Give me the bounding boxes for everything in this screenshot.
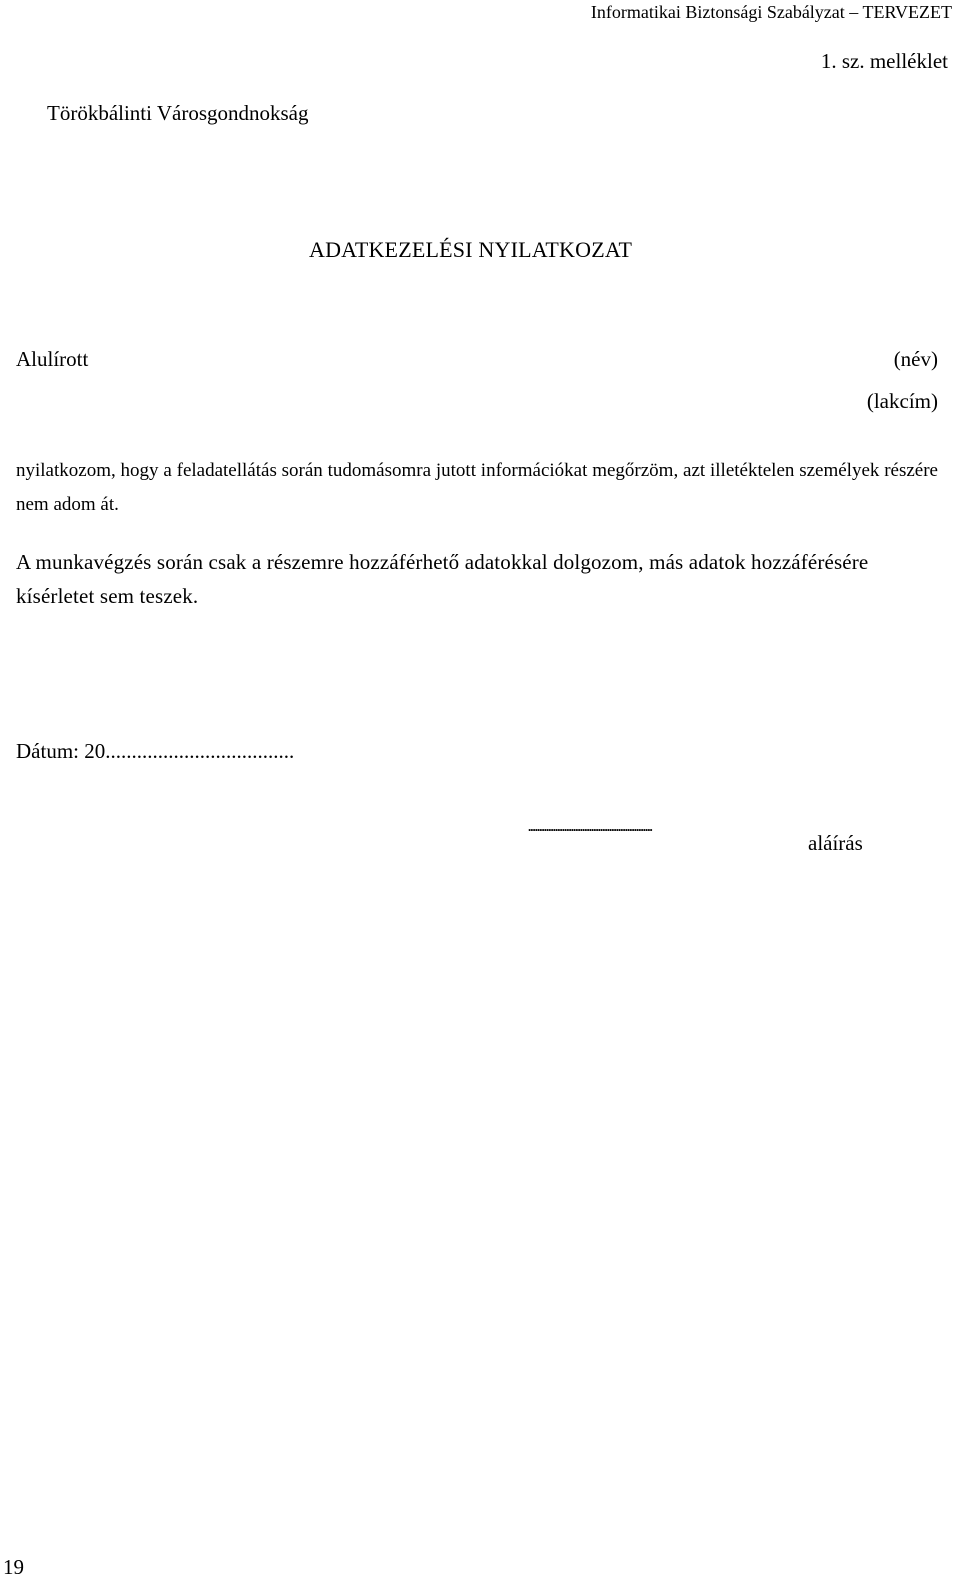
annex-label: 1. sz. melléklet bbox=[820, 49, 948, 73]
declaration-paragraph-1: nyilatkozom, hogy a feladatellátás során tudomásomra jutott információkat megőrzöm, azt illetéktelen személyek részére nem adom át. bbox=[16, 460, 938, 515]
signature-line: ....................................................... bbox=[528, 819, 652, 834]
header-document-title: Informatikai Biztonsági Szabályzat – TERVEZET bbox=[590, 2, 952, 22]
address-hint: (lakcím) bbox=[866, 389, 938, 413]
organization-name: Törökbálinti Városgondnokság bbox=[47, 101, 309, 125]
signature-label: aláírás bbox=[808, 831, 863, 855]
page-number: 19 bbox=[3, 1555, 24, 1579]
declarant-label: Alulírott bbox=[16, 347, 89, 371]
name-hint: (név) bbox=[893, 347, 938, 371]
declaration-paragraph-2: A munkavégzés során csak a részemre hozzáférhető adatokkal dolgozom, más adatok hozzáférésére kísérletet sem teszek. bbox=[16, 550, 869, 608]
page-title: ADATKEZELÉSI NYILATKOZAT bbox=[309, 237, 633, 262]
date-line: Dátum: 20.................................... bbox=[16, 739, 295, 763]
